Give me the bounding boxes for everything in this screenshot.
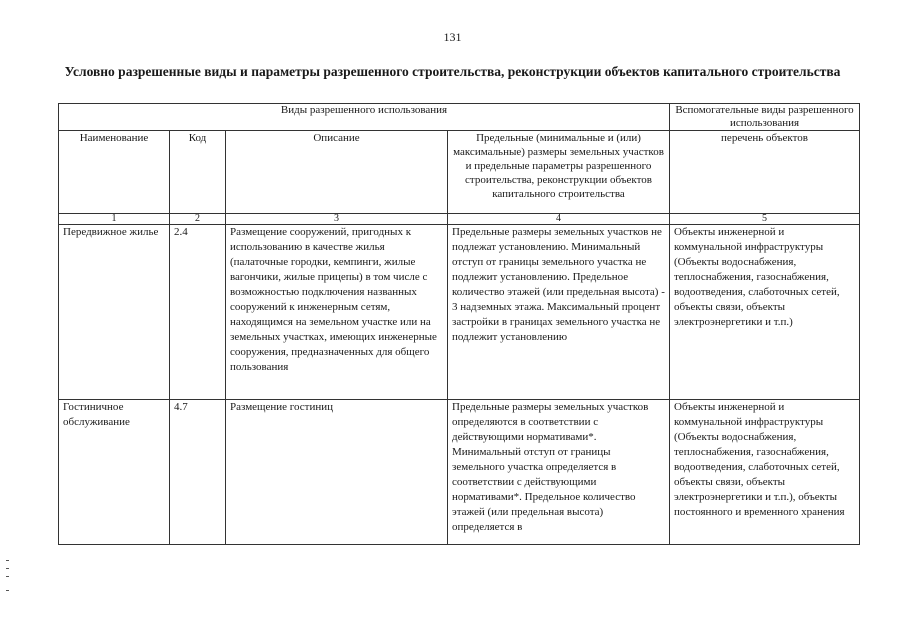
table-row (59, 400, 860, 545)
document-title: Условно разрешенные виды и параметры разрешенного строительства, реконструкции объектов капитального строительства (64, 64, 841, 79)
row-name: Гостиничное обслуживание (59, 400, 170, 545)
row-aux: Объекты инженерной и коммунальной инфраструктуры (Объекты водоснабжения, теплоснабжения, газоснабжения, водоотведения, слаботочных сетей, объекты связи, объекты электроэнергетики и т.п.), объекты постоянного и временного хранения (670, 400, 860, 545)
column-header-name: Наименование (59, 131, 170, 214)
row-name: Передвижное жилье (59, 225, 170, 400)
row-code: 4.7 (170, 400, 226, 545)
scan-margin-mark (6, 576, 9, 577)
scan-margin-mark (6, 560, 9, 561)
column-header-row (59, 131, 860, 214)
row-limits: Предельные размеры земельных участков определяются в соответствии с действующими нормативами*. Минимальный отступ от границы земельного участка определяется в соответствии с действующими нормативами*. Предельное количество этажей (или предельная высота) определяется в (448, 400, 670, 545)
column-header-code: Код (170, 131, 226, 214)
group-header-main: Виды разрешенного использования (59, 104, 670, 131)
row-code: 2.4 (170, 225, 226, 400)
table-row (59, 225, 860, 400)
column-header-aux-list: перечень объектов (670, 131, 860, 214)
row-description: Размещение гостиниц (226, 400, 448, 545)
row-limits: Предельные размеры земельных участков не подлежат установлению. Минимальный отступ от границы земельного участка не подлежит установлению. Предельное количество этажей (или предельная высота) - 3 надземных этажа. Максимальный процент застройки в границах земельного участка не подлежит установлению (448, 225, 670, 400)
land-use-table (58, 103, 860, 545)
group-header-aux: Вспомогательные виды разрешенного использования (670, 104, 860, 131)
row-description: Размещение сооружений, пригодных к использованию в качестве жилья (палаточные городки, кемпинги, жилые вагончики, жилые прицепы) в том числе с возможностью подключения названных сооружений к инженерным сетям, находящимся на земельном участке или на земельных участках, имеющих инженерные сооружения, предназначенных для общего пользования (226, 225, 448, 400)
group-header-row (59, 104, 860, 131)
column-header-limits: Предельные (минимальные и (или) максимальные) размеры земельных участков и предельные параметры разрешенного строительства, реконструкции объектов капитального строительства (448, 131, 670, 214)
page-number: 131 (443, 30, 462, 44)
column-number: 5 (670, 214, 860, 225)
column-number: 3 (226, 214, 448, 225)
column-number-row (59, 214, 860, 225)
column-number: 2 (170, 214, 226, 225)
row-aux: Объекты инженерной и коммунальной инфраструктуры (Объекты водоснабжения, теплоснабжения, газоснабжения, водоотведения, слаботочных сетей, объекты связи, объекты электроэнергетики и т.п.) (670, 225, 860, 400)
column-number: 1 (59, 214, 170, 225)
column-number: 4 (448, 214, 670, 225)
scan-margin-mark (6, 568, 9, 569)
scan-margin-mark (6, 590, 9, 591)
column-header-description: Описание (226, 131, 448, 214)
